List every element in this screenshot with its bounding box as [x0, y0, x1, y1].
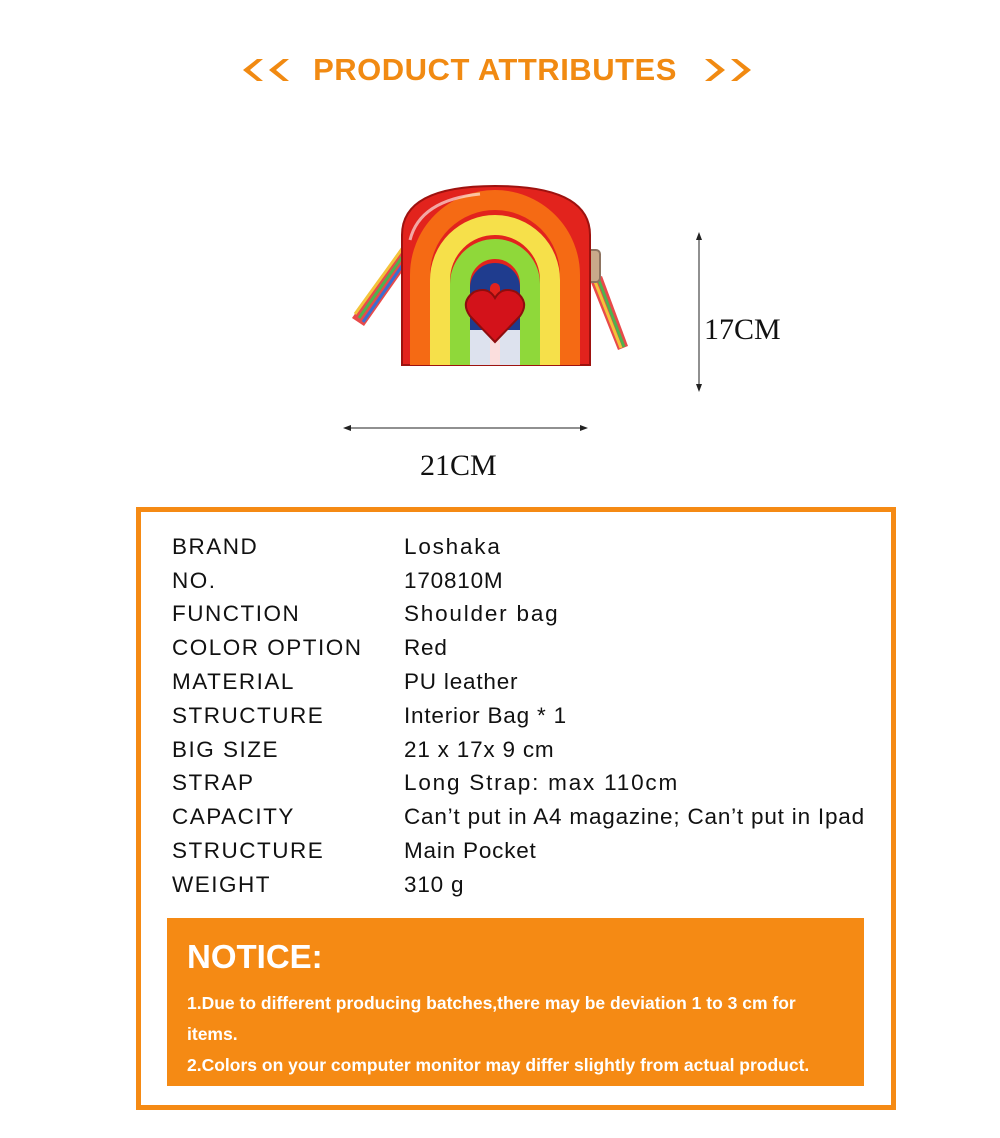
spec-value: Long Strap: max 110cm	[404, 770, 680, 796]
spec-row-capacity	[172, 800, 892, 834]
height-label: 17CM	[704, 313, 781, 346]
spec-value: 310 g	[404, 871, 465, 897]
spec-row-weight	[172, 868, 892, 902]
spec-value: 170810M	[404, 567, 504, 593]
notice-line-2: 2.Colors on your computer monitor may differ slightly from actual product.	[187, 1055, 810, 1075]
section-heading	[0, 50, 1000, 90]
spec-value: Can’t put in A4 magazine; Can’t put in Ipad	[404, 804, 865, 830]
spec-label: COLOR OPTION	[172, 635, 363, 661]
spec-value: Main Pocket	[404, 838, 537, 864]
spec-value: Shoulder bag	[404, 601, 560, 627]
spec-row-structure	[172, 699, 892, 733]
notice-title: NOTICE:	[187, 938, 323, 975]
spec-label: BIG SIZE	[172, 736, 280, 762]
section-title: PRODUCT ATTRIBUTES	[313, 52, 677, 87]
width-label: 21CM	[420, 449, 497, 482]
spec-row-big-size	[172, 733, 892, 767]
spec-label: WEIGHT	[172, 871, 271, 897]
width-arrow-icon	[343, 418, 588, 438]
rainbow-shoulder-bag-image	[350, 180, 640, 380]
spec-label: STRAP	[172, 770, 255, 796]
spec-table	[172, 530, 892, 902]
spec-row-structure-2	[172, 834, 892, 868]
spec-label: MATERIAL	[172, 669, 295, 695]
spec-row-brand	[172, 530, 892, 564]
spec-row-no	[172, 564, 892, 598]
spec-label: CAPACITY	[172, 804, 295, 830]
notice-box	[167, 918, 864, 1086]
double-chevron-right-icon	[701, 57, 757, 83]
notice-line-1-cont: items.	[187, 1024, 238, 1044]
spec-label: BRAND	[172, 533, 259, 559]
spec-row-color-option	[172, 631, 892, 665]
spec-label: STRUCTURE	[172, 838, 325, 864]
double-chevron-left-icon	[243, 57, 299, 83]
spec-label: NO.	[172, 567, 217, 593]
notice-line-1: 1.Due to different producing batches,there may be deviation 1 to 3 cm for	[187, 993, 796, 1013]
spec-row-strap	[172, 767, 892, 801]
spec-label: FUNCTION	[172, 601, 301, 627]
height-arrow-icon	[690, 232, 710, 392]
spec-row-material	[172, 665, 892, 699]
spec-value: Red	[404, 635, 448, 661]
spec-value: PU leather	[404, 669, 519, 695]
spec-label: STRUCTURE	[172, 702, 325, 728]
spec-value: 21 x 17x 9 cm	[404, 736, 555, 762]
spec-row-function	[172, 598, 892, 632]
spec-value: Interior Bag * 1	[404, 702, 567, 728]
spec-value: Loshaka	[404, 533, 502, 559]
